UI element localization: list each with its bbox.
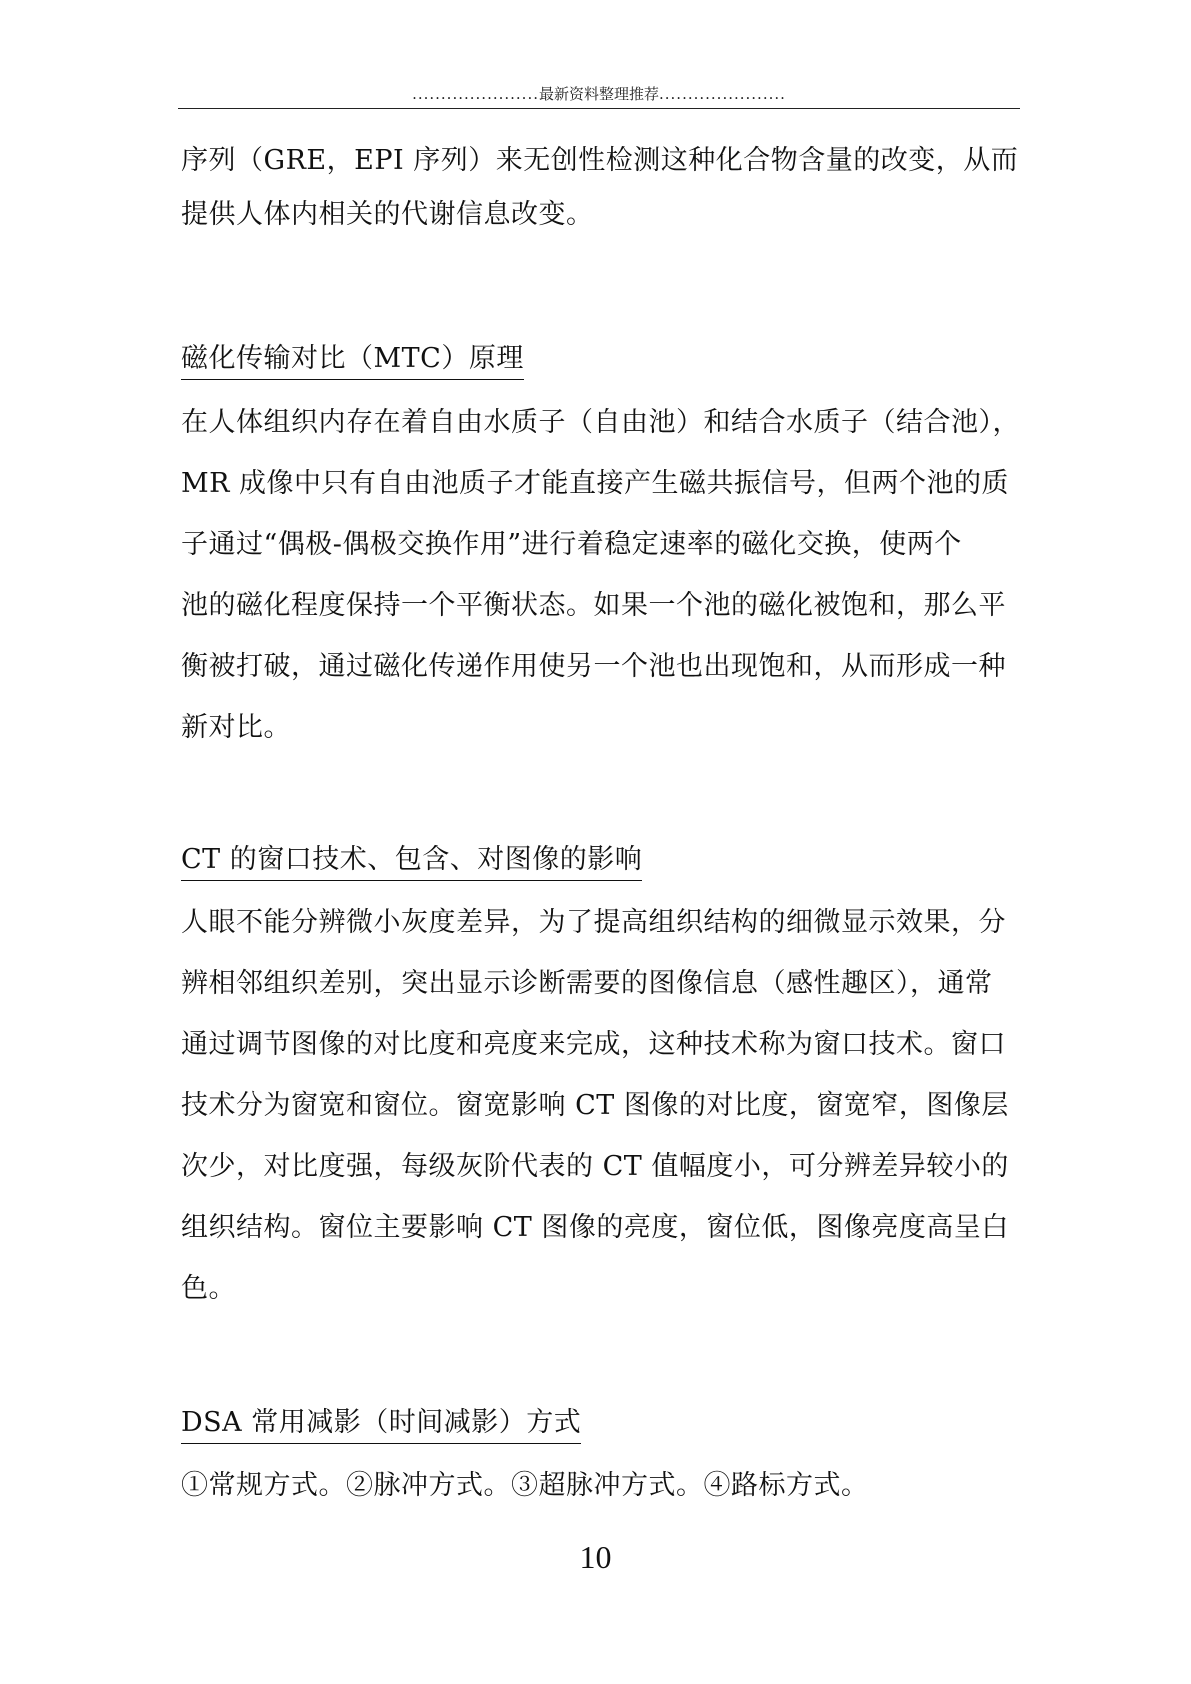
paragraph-line: 人眼不能分辨微小灰度差异，为了提高组织结构的细微显示效果，分 — [181, 907, 1006, 938]
header-dots-right: ...................... — [659, 85, 786, 103]
paragraph-line: 技术分为窗宽和窗位。窗宽影响 CT 图像的对比度，窗宽窄，图像层 — [181, 1090, 1009, 1121]
section-heading-mtc: 磁化传输对比（MTC）原理 — [181, 341, 524, 380]
paragraph-line: 组织结构。窗位主要影响 CT 图像的亮度，窗位低，图像亮度高呈白 — [181, 1212, 1009, 1243]
paragraph-line: 衡被打破，通过磁化传递作用使另一个池也出现饱和，从而形成一种 — [181, 651, 1006, 682]
paragraph-line: 通过调节图像的对比度和亮度来完成，这种技术称为窗口技术。窗口 — [181, 1029, 1006, 1060]
paragraph-line: ①常规方式。②脉冲方式。③超脉冲方式。④路标方式。 — [181, 1470, 869, 1501]
paragraph-line: 新对比。 — [181, 712, 291, 743]
section-heading-ct-window: CT 的窗口技术、包含、对图像的影响 — [181, 842, 642, 881]
header-title: 最新资料整理推荐 — [538, 85, 659, 103]
section-heading-dsa: DSA 常用减影（时间减影）方式 — [181, 1405, 581, 1444]
header-dots-left: ...................... — [412, 85, 539, 103]
paragraph-line: 池的磁化程度保持一个平衡状态。如果一个池的磁化被饱和，那么平 — [181, 590, 1006, 621]
paragraph-line: 在人体组织内存在着自由水质子（自由池）和结合水质子（结合池）， — [181, 407, 1020, 438]
paragraph-line: 色。 — [181, 1273, 236, 1304]
paragraph-line: MR 成像中只有自由池质子才能直接产生磁共振信号，但两个池的质 — [181, 468, 1010, 499]
paragraph-line: 提供人体内相关的代谢信息改变。 — [181, 199, 594, 230]
paragraph-line: 子通过“偶极-偶极交换作用”进行着稳定速率的磁化交换，使两个 — [181, 529, 962, 560]
running-header — [178, 84, 1020, 109]
paragraph-line: 序列（GRE，EPI 序列）来无创性检测这种化合物含量的改变，从而 — [181, 145, 1019, 176]
paragraph-line: 次少，对比度强，每级灰阶代表的 CT 值幅度小，可分辨差异较小的 — [181, 1151, 1009, 1182]
paragraph-line: 辨相邻组织差别，突出显示诊断需要的图像信息（感性趣区），通常 — [181, 968, 993, 999]
page-number: 10 — [579, 1539, 612, 1575]
